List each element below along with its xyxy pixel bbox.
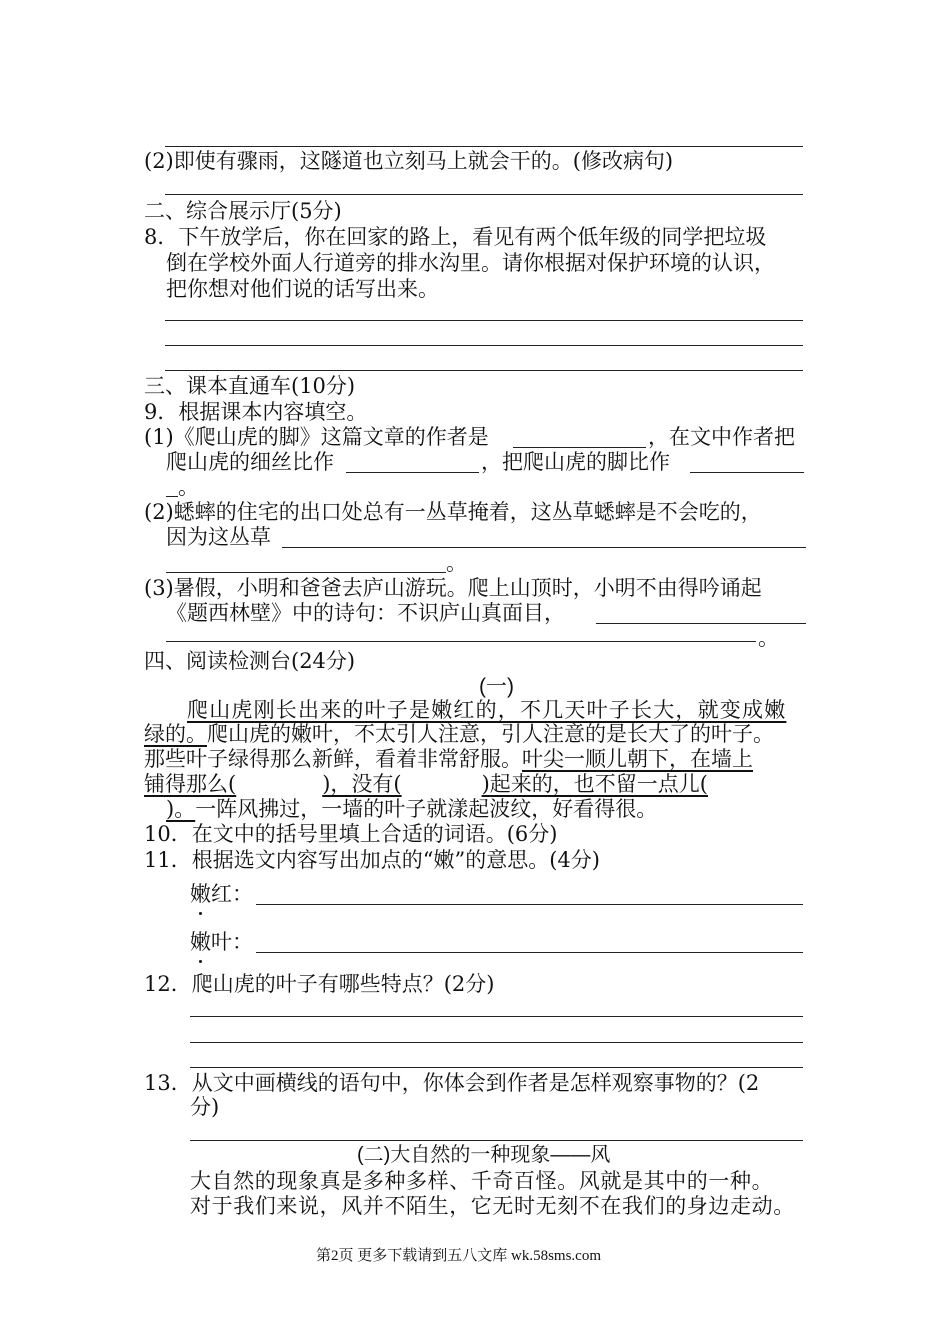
reading-part-2-title: (二)大自然的一种现象——风 <box>357 1144 611 1166</box>
passage-text: 那些叶子绿得那么新鲜，看着非常舒服。 <box>144 747 522 771</box>
passage-text: 爬山虎的嫩叶，不太引人注意，引人注意的是长大了的叶子。 <box>207 722 774 746</box>
passage-underlined: )。 <box>166 797 196 821</box>
part2-line-2: 对于我们来说，风并不陌生，它无时无刻不在我们的身边走动。 <box>190 1194 795 1218</box>
answer-line <box>165 345 803 346</box>
passage-blank <box>708 774 770 795</box>
fill-blank <box>690 472 804 473</box>
q12-text: 12．爬山虎的叶子有哪些特点？(2分) <box>144 972 495 996</box>
q9-2-text-b: 因为这丛草 <box>166 525 271 549</box>
part2-line-1: 大自然的现象真是多种多样、千奇百怪。风就是其中的一种。 <box>190 1169 774 1193</box>
q11-item-2 <box>190 932 253 953</box>
fill-blank <box>596 623 806 624</box>
q11-text: 11．根据选文内容写出加点的“嫩”的意思。(4分) <box>144 848 600 872</box>
q11-item-label: 红： <box>211 882 253 906</box>
q8-line-1: 8．下午放学后，你在回家的路上，看见有两个低年级的同学把垃圾 <box>144 225 767 249</box>
answer-line <box>165 146 803 147</box>
q9-1-text-d: ，把爬山虎的脚比作 <box>481 450 670 474</box>
q7-part2-text: (2)即使有骤雨，这隧道也立刻马上就会干的。(修改病句) <box>144 149 674 173</box>
answer-line <box>190 1140 803 1141</box>
section-4-title: 四、阅读检测台(24分) <box>144 649 356 673</box>
q11-item-label: 叶： <box>211 930 253 954</box>
dotted-char: 嫩 <box>190 882 211 906</box>
passage-line-5 <box>144 799 657 820</box>
passage-line-4 <box>144 774 770 795</box>
q11-item-1 <box>190 884 253 905</box>
passage-underlined: )起来的，也不留一点儿( <box>481 772 708 796</box>
q8-line-2: 倒在学校外面人行道旁的排水沟里。请你根据对保护环境的认识， <box>166 251 775 275</box>
answer-line <box>256 904 803 905</box>
q9-1-text-a: (1)《爬山虎的脚》这篇文章的作者是 <box>144 425 489 449</box>
page-footer: 第2页 更多下载请到五八文库 wk.58sms.com <box>316 1248 602 1264</box>
q9-1-text-b: ，在文中作者把 <box>648 425 795 449</box>
passage-text: 一阵风拂过，一墙的叶子就漾起波纹，好看得很。 <box>195 797 658 821</box>
q10-text: 10．在文中的括号里填上合适的词语。(6分) <box>144 822 558 846</box>
q9-2-text-c: 。 <box>446 551 467 575</box>
q9-text: 9．根据课本内容填空。 <box>144 400 368 424</box>
fill-blank <box>166 641 756 642</box>
passage-blank <box>402 774 482 795</box>
section-3-title: 三、课本直通车(10分) <box>144 374 356 398</box>
q9-1-text-c: 爬山虎的细丝比作 <box>166 450 334 474</box>
q13-line-2: 分) <box>190 1095 220 1119</box>
passage-line-3 <box>144 749 753 770</box>
section-2-title: 二、综合展示厅(5分) <box>144 199 342 223</box>
passage-underlined: 绿的。 <box>144 722 207 746</box>
answer-line <box>165 320 803 321</box>
q9-1-text-e: 。 <box>178 475 199 499</box>
fill-blank <box>166 496 178 497</box>
passage-blank <box>236 774 322 795</box>
passage-underlined: 叶尖一顺儿朝下，在墙上 <box>522 747 753 771</box>
fill-blank <box>282 547 806 548</box>
q13-line-1: 13．从文中画横线的语句中，你体会到作者是怎样观察事物的？(2 <box>144 1071 760 1095</box>
dotted-char: 嫩 <box>190 930 211 954</box>
reading-part-1-title: (一) <box>479 675 514 698</box>
passage-underlined: )，没有( <box>322 772 402 796</box>
answer-line <box>190 1067 803 1068</box>
answer-line <box>256 952 803 953</box>
passage-underlined: 铺得那么( <box>144 772 237 796</box>
passage-line-2 <box>144 724 774 745</box>
q9-2-text-a: (2)蟋蟀的住宅的出口处总有一丛草掩着，这丛草蟋蟀是不会吃的， <box>144 500 762 524</box>
answer-line <box>190 1016 803 1017</box>
answer-line <box>165 370 803 371</box>
fill-blank <box>166 572 446 573</box>
answer-line <box>190 1042 803 1043</box>
q9-3-text-a: (3)暑假，小明和爸爸去庐山游玩。爬上山顶时，小明不由得吟诵起 <box>144 576 762 600</box>
passage-blank <box>144 799 166 820</box>
fill-blank <box>346 472 479 473</box>
passage-line-1: 爬山虎刚长出来的叶子是嫩红的，不几天叶子长大，就变成嫩 <box>187 698 787 722</box>
answer-line <box>165 194 803 195</box>
q9-3-text-b: 《题西林壁》中的诗句：不识庐山真面目， <box>166 601 565 625</box>
q9-3-text-c: 。 <box>758 626 779 650</box>
q8-line-3: 把你想对他们说的话写出来。 <box>166 277 439 301</box>
fill-blank <box>513 447 646 448</box>
